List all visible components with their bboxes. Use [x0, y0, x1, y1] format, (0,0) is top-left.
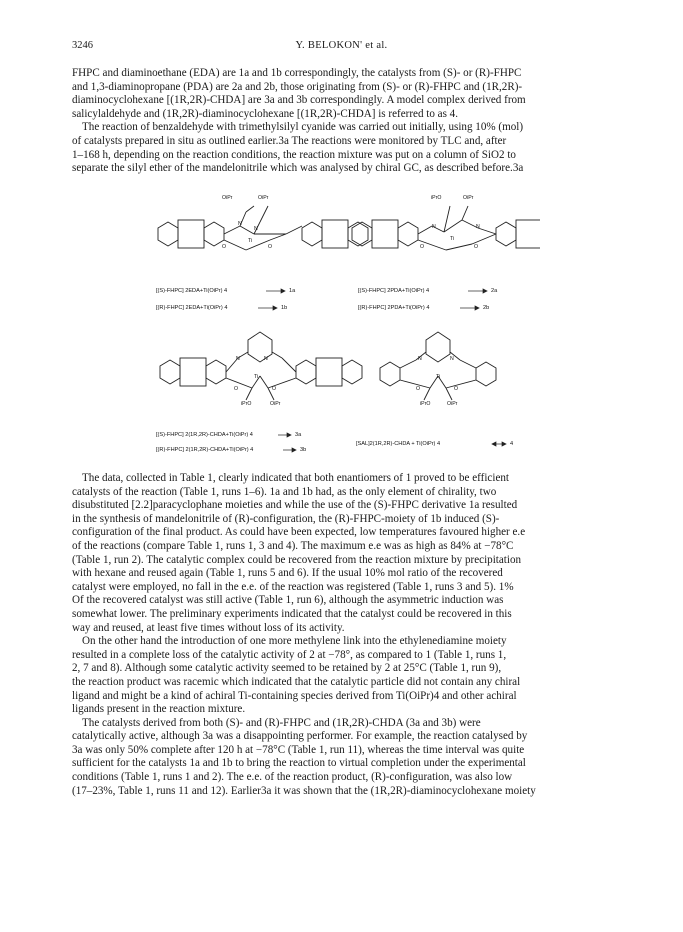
text-line: the reaction product was racemic which indicated that the catalytic particle did not contain any chiral	[72, 675, 521, 688]
structure-4-sal	[380, 332, 496, 400]
atom-label-ti: Ti	[450, 236, 455, 242]
product-2a: 2a	[491, 288, 498, 294]
reaction-scheme	[150, 188, 540, 468]
atom-label-n: N	[476, 224, 480, 230]
atom-label-n: N	[264, 356, 268, 362]
atom-label-n: N	[238, 221, 242, 227]
equation-4: [SAL]2(1R,2R)-CHDA + Ti(OiPr) 4	[356, 441, 441, 447]
text-line: catalytically active, although 3a was a disappointing performer. For example, the reaction catalysed by	[72, 730, 528, 743]
text-line: ligands present in the reaction mixture.	[72, 703, 246, 716]
group-label-oipr: OiPr	[258, 195, 269, 201]
paragraph-discussion	[72, 472, 612, 798]
text-line: FHPC and diaminoethane (EDA) are 1a and 1b correspondingly, the catalysts from (S)- or (R)-FHPC	[72, 67, 522, 79]
atom-label-ti: Ti	[436, 374, 441, 380]
group-label-oipr: OiPr	[270, 401, 281, 407]
product-2b: 2b	[483, 305, 490, 311]
structure-2-pda	[352, 206, 540, 250]
text-line: Of the recovered catalyst was still active (Table 1, run 6), although the asymmetric induction was	[72, 594, 504, 607]
equation-2a: [(S)-FHPC] 2PDA+Ti(OiPr) 4	[358, 288, 430, 294]
page-number: 3246	[72, 40, 93, 51]
text-line: The data, collected in Table 1, clearly indicated that both enantiomers of 1 proved to be efficient	[82, 472, 509, 484]
text-line: salicylaldehyde and (1R,2R)-diaminocyclohexane [(1R,2R)-CHDA] is referred to as 4.	[72, 107, 459, 120]
text-line: catalyst were employed, no fall in the e.e. of the reaction was registered (Table 1, runs 3 and 5). 1%	[72, 580, 514, 593]
equation-3a: [(S)-FHPC] 2(1R,2R)-CHDA+Ti(OiPr) 4	[156, 432, 253, 438]
running-header-authors: Y. BELOKON' et al.	[295, 40, 388, 51]
atom-label-o: O	[222, 244, 227, 250]
text-line: configuration of the final product. As could have been expected, low temperatures favoured higher e.e	[72, 526, 526, 539]
product-1a: 1a	[289, 288, 296, 294]
text-line: diaminocyclohexane [(1R,2R)-CHDA] are 3a and 3b correspondingly. A model complex derived from	[72, 94, 526, 107]
text-line: disubstituted [2.2]paracyclophane moieties and while the use of the (S)-FHPC derivative 1a resulted	[72, 499, 518, 512]
text-line: and 1,3-diaminopropane (PDA) are 2a and 2b, those originating from (S)- or (R)-FHPC and (1R,2R)-	[72, 80, 523, 93]
group-label-ipro: iPrO	[431, 195, 442, 201]
atom-label-o: O	[454, 386, 459, 392]
text-line: catalysts of the reaction (Table 1, runs 1–6). 1a and 1b had, as the only element of chirality, two	[72, 485, 497, 498]
text-line: resulted in a complete loss of the catalytic activity of 2 at −78°, as compared to 1 (Table 1, runs 1,	[72, 648, 507, 661]
equation-3b: [(R)-FHPC] 2(1R,2R)-CHDA+Ti(OiPr) 4	[156, 447, 254, 453]
text-line: The reaction of benzaldehyde with trimethylsilyl cyanide was carried out initially, using 10% (mol)	[82, 121, 524, 134]
text-line: (Table 1, run 2). The catalytic complex could be recovered from the reaction mixture by precipitation	[72, 553, 522, 566]
atom-label-n: N	[254, 226, 258, 232]
atom-label-o: O	[272, 386, 277, 392]
equation-1b: [(R)-FHPC] 2EDA+Ti(OiPr) 4	[156, 305, 228, 311]
catalyst-structures-drawing	[150, 188, 540, 468]
atom-label-ti: Ti	[248, 238, 253, 244]
atom-label-n: N	[432, 224, 436, 230]
text-line: with hexane and reused again (Table 1, runs 5 and 6). If the usual 10% mol ratio of the recovered	[72, 567, 503, 580]
text-line: 1–168 h, depending on the reaction conditions, the reaction mixture was put on a column of SiO2 to	[72, 148, 516, 161]
text-line: The catalysts derived from both (S)- and (R)-FHPC and (1R,2R)-CHDA (3a and 3b) were	[82, 716, 481, 729]
group-label-ipro: iPrO	[420, 401, 431, 407]
atom-label-o: O	[420, 244, 425, 250]
text-line: way and reused, at least five times without loss of its activity.	[72, 621, 345, 634]
structure-1-eda	[158, 206, 368, 250]
text-line: 3a was only 50% complete after 120 h at −78°C (Table 1, run 11), whereas the time interval was quite	[72, 743, 525, 756]
atom-label-ti: Ti	[254, 374, 259, 380]
text-line: On the other hand the introduction of one more methylene link into the ethylenediamine moiety	[82, 635, 507, 648]
atom-label-o: O	[474, 244, 479, 250]
product-3a: 3a	[295, 432, 302, 438]
text-line: of catalysts prepared in situ as outlined earlier.3a The reactions were monitored by TLC and, after	[72, 134, 507, 147]
group-label-oipr: OiPr	[463, 195, 474, 201]
atom-label-o: O	[234, 386, 239, 392]
group-label-oipr: OiPr	[222, 195, 233, 201]
atom-label-o: O	[416, 386, 421, 392]
product-1b: 1b	[281, 305, 288, 311]
product-4: 4	[510, 441, 514, 447]
atom-label-o: O	[268, 244, 273, 250]
atom-label-n: N	[418, 356, 422, 362]
text-line: in the synthesis of mandelonitrile of (R)-configuration, the (R)-FHPC-moiety of 1b induced (S)-	[72, 512, 500, 525]
text-line: ligand and might be a kind of achiral Ti-containing species derived from Ti(OiPr)4 and other achiral	[72, 689, 517, 702]
equation-1a: [(S)-FHPC] 2EDA+Ti(OiPr) 4	[156, 288, 228, 294]
text-line: somewhat lower. The preliminary experiments indicated that the catalyst could be recovered in this	[72, 607, 512, 620]
text-line: 2, 7 and 8). Although some catalytic activity seemed to be retained by 2 at 25°C (Table 1, run 9),	[72, 662, 502, 675]
product-3b: 3b	[300, 447, 307, 453]
group-label-ipro: iPrO	[241, 401, 252, 407]
text-line: conditions (Table 1, runs 1 and 2). The e.e. of the reaction product, (R)-configuration, was also low	[72, 771, 513, 784]
group-label-oipr: OiPr	[447, 401, 458, 407]
structure-3-chda	[160, 332, 362, 400]
atom-label-n: N	[450, 356, 454, 362]
text-line: sufficient for the catalysts 1a and 1b to bring the reaction to virtual completion under the experimental	[72, 757, 526, 770]
text-line: of the reactions (compare Table 1, runs 1, 3 and 4). The maximum e.e was as high as 84% at −78°C	[72, 539, 514, 552]
paragraph-intro	[72, 67, 612, 176]
reaction-arrows	[258, 289, 506, 452]
atom-label-n: N	[236, 356, 240, 362]
text-line: separate the silyl ether of the mandelonitrile which was analysed by chiral GC, as described before.3a	[72, 162, 524, 175]
equation-2b: [(R)-FHPC] 2PDA+Ti(OiPr) 4	[358, 305, 430, 311]
text-line: (17–23%, Table 1, runs 11 and 12). Earlier3a it was shown that the (1R,2R)-diaminocyclohexane moiety	[72, 784, 536, 797]
